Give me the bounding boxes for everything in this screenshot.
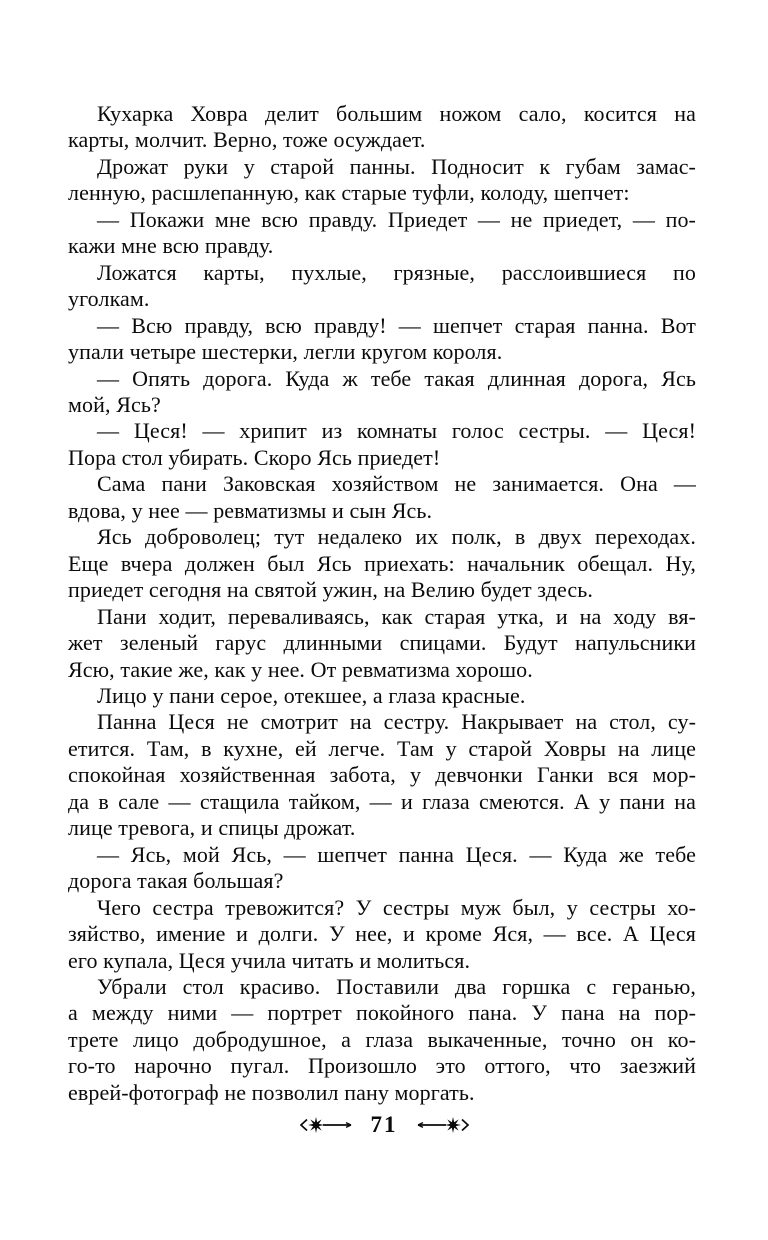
- text-line: — Цеся! — хрипит из комнаты голос сестры. — Цеся!: [97, 418, 696, 444]
- text-line: еврей-фотограф не позволил пану моргать.: [68, 1079, 475, 1105]
- text-line: Ложатся карты, пухлые, грязные, расслоившиеся по: [97, 259, 696, 285]
- paragraph: [68, 366, 696, 419]
- paragraph: [68, 604, 696, 683]
- text-line: упали четыре шестерки, легли кругом короля.: [68, 339, 503, 365]
- fleuron-right-icon: [413, 1116, 469, 1134]
- text-line: его купала, Цеся учила читать и молиться.: [68, 947, 471, 973]
- text-line: Чего сестра тревожится? У сестры муж был, у сестры хо-: [97, 894, 696, 920]
- text-line: зяйство, имение и долги. У нее, и кроме Яся, — все. А Цеся: [68, 921, 696, 947]
- paragraph: [68, 709, 696, 841]
- paragraph: [68, 974, 696, 1106]
- text-line: Пани ходит, переваливаясь, как старая утка, и на ходу вя-: [97, 603, 696, 629]
- text-line: вдова, у нее — ревматизмы и сын Ясь.: [68, 497, 433, 523]
- text-line: уголкам.: [68, 286, 150, 312]
- page-number: 71: [370, 1112, 398, 1137]
- text-line: мой, Ясь?: [68, 391, 161, 417]
- paragraph: [68, 895, 696, 974]
- text-line: да в сале — стащила тайком, — и глаза смеются. А у пани на: [68, 788, 696, 814]
- text-line: лице тревога, и спицы дрожат.: [68, 815, 356, 841]
- text-line: Сама пани Заковская хозяйством не занимается. Она —: [97, 471, 696, 497]
- text-line: Убрали стол красиво. Поставили два горшка с геранью,: [97, 973, 696, 999]
- fleuron-left-icon: [300, 1116, 356, 1134]
- text-line: карты, молчит. Верно, тоже осуждает.: [68, 127, 426, 153]
- text-line: — Ясь, мой Ясь, — шепчет панна Цеся. — Куда же тебе: [97, 841, 696, 867]
- paragraph: [68, 313, 696, 366]
- text-line: — Покажи мне всю правду. Приедет — не приедет, — по-: [97, 206, 696, 232]
- text-line: спокойная хозяйственная забота, у девчонки Ганки вся мор-: [68, 762, 696, 788]
- text-line: жет зеленый гарус длинными спицами. Будут напульсники: [68, 630, 696, 656]
- paragraph: [68, 154, 696, 207]
- text-block: [68, 101, 696, 1106]
- text-line: Дрожат руки у старой панны. Подносит к губам замас-: [97, 153, 696, 179]
- text-line: — Опять дорога. Куда ж тебе такая длинная дорога, Ясь: [97, 365, 696, 391]
- text-line: — Всю правду, всю правду! — шепчет старая панна. Вот: [97, 312, 696, 338]
- text-line: Ясь доброволец; тут недалеко их полк, в двух переходах.: [97, 524, 696, 550]
- text-line: дорога такая большая?: [68, 868, 284, 894]
- text-line: го-то нарочно пугал. Произошло это оттого, что заезжий: [68, 1053, 696, 1079]
- paragraph: [68, 418, 696, 471]
- text-line: Ясю, такие же, как у нее. От ревматизма хорошо.: [68, 656, 533, 682]
- text-line: Панна Цеся не смотрит на сестру. Накрывает на стол, су-: [97, 709, 696, 735]
- text-line: етится. Там, в кухне, ей легче. Там у старой Ховры на лице: [68, 735, 696, 761]
- paragraph: [68, 524, 696, 603]
- paragraph: [68, 842, 696, 895]
- paragraph: [68, 683, 696, 709]
- paragraph: [68, 260, 696, 313]
- text-line: Еще вчера должен был Ясь приехать: начальник обещал. Ну,: [68, 550, 696, 576]
- text-line: приедет сегодня на святой ужин, на Велию будет здесь.: [68, 577, 593, 603]
- text-line: а между ними — портрет покойного пана. У пана на пор-: [68, 1000, 696, 1026]
- text-line: ленную, расшлепанную, как старые туфли, колоду, шепчет:: [68, 180, 630, 206]
- paragraph: [68, 471, 696, 524]
- page-footer: [0, 1112, 768, 1138]
- text-line: кажи мне всю правду.: [68, 233, 274, 259]
- text-line: Лицо у пани серое, отекшее, а глаза красные.: [97, 682, 526, 708]
- paragraph: [68, 207, 696, 260]
- text-line: Пора стол убирать. Скоро Ясь приедет!: [68, 444, 441, 470]
- text-line: трете лицо добродушное, а глаза выкаченные, точно он ко-: [68, 1026, 696, 1052]
- paragraph: [68, 101, 696, 154]
- text-line: Кухарка Ховра делит большим ножом сало, косится на: [97, 101, 696, 126]
